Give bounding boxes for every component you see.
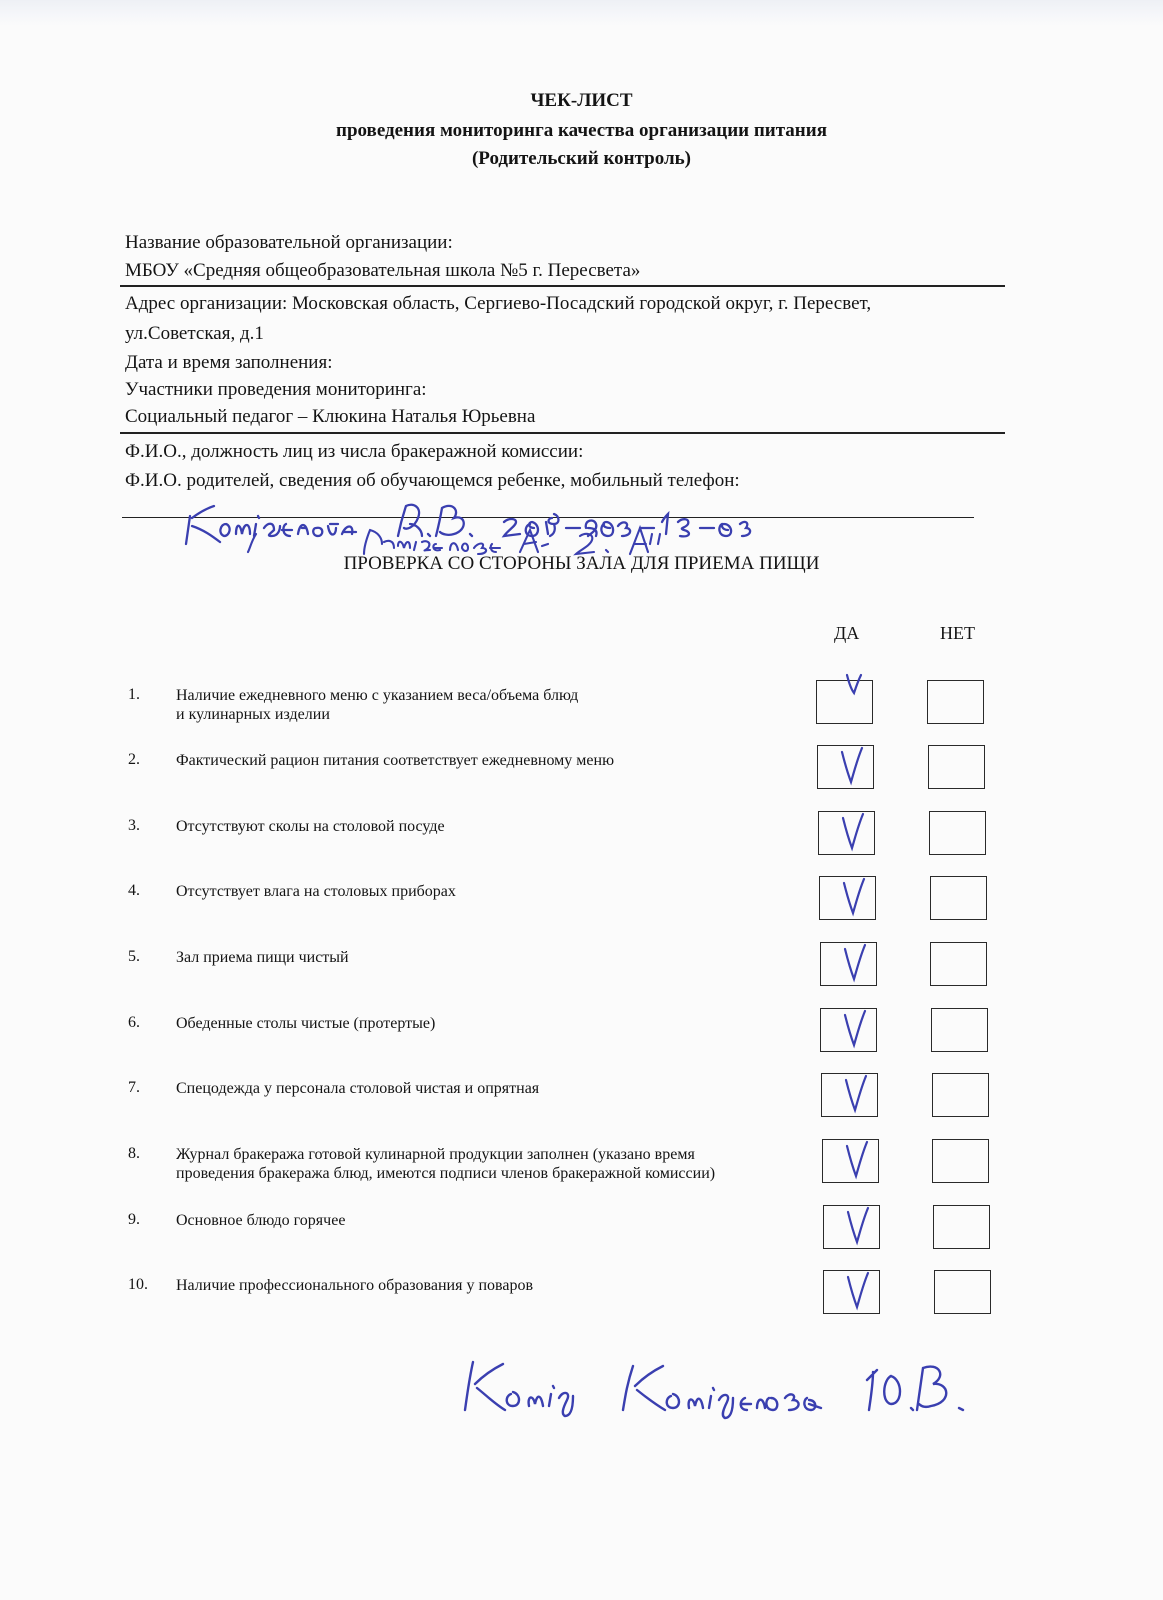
- yes-checkbox[interactable]: [819, 876, 876, 920]
- item-text: Отсутствует влага на столовых приборах: [176, 883, 456, 900]
- item-number: 3.: [128, 817, 140, 834]
- datetime-label: Дата и время заполнения:: [125, 352, 333, 373]
- item-number: 1.: [128, 686, 140, 703]
- item-text: Зал приема пищи чистый: [176, 949, 349, 966]
- no-checkbox[interactable]: [929, 811, 986, 855]
- no-checkbox[interactable]: [932, 1139, 989, 1183]
- document-subtitle-2: (Родительский контроль): [471, 148, 692, 169]
- yes-checkbox[interactable]: [817, 745, 874, 789]
- org-address-line-2: ул.Советская, д.1: [125, 323, 264, 344]
- check-mark-icon: [824, 1206, 879, 1248]
- yes-checkbox[interactable]: [820, 1008, 877, 1052]
- check-mark-icon: [818, 746, 873, 788]
- item-number: 7.: [128, 1079, 140, 1096]
- org-name-value: МБОУ «Средняя общеобразовательная школа №5 г. Пересвета»: [125, 260, 641, 281]
- item-number: 8.: [128, 1145, 140, 1162]
- check-mark-icon: [822, 1074, 877, 1116]
- item-number: 4.: [128, 882, 140, 899]
- parents-label: Ф.И.О. родителей, сведения об обучающемся ребенке, мобильный телефон:: [125, 470, 740, 491]
- commission-label: Ф.И.О., должность лиц из числа бракеражной комиссии:: [125, 441, 584, 462]
- item-number: 6.: [128, 1014, 140, 1031]
- item-text: Обеденные столы чистые (протертые): [176, 1015, 436, 1032]
- no-checkbox[interactable]: [930, 876, 987, 920]
- item-text: Основное блюдо горячее: [176, 1212, 346, 1229]
- no-checkbox[interactable]: [930, 942, 987, 986]
- item-number: 5.: [128, 948, 140, 965]
- yes-checkbox[interactable]: [821, 1073, 878, 1117]
- document-title: ЧЕК-ЛИСТ: [530, 90, 633, 111]
- divider: [120, 432, 1005, 434]
- item-text: Журнал бракеража готовой кулинарной продукции заполнен (указано время проведения бракеража блюд, имеются подписи членов бракеражной комиссии): [176, 1146, 716, 1182]
- org-name-label: Название образовательной организации:: [125, 232, 453, 253]
- item-text: Фактический рацион питания соответствует ежедневному меню: [176, 752, 615, 769]
- item-text: Отсутствуют сколы на столовой посуде: [176, 818, 445, 835]
- no-checkbox[interactable]: [931, 1008, 988, 1052]
- participant-name: Социальный педагог – Клюкина Наталья Юрьевна: [125, 406, 536, 427]
- yes-checkbox[interactable]: [822, 1139, 879, 1183]
- item-number: 2.: [128, 751, 140, 768]
- item-number: 10.: [128, 1276, 148, 1293]
- scan-edge-shading: [0, 0, 1163, 26]
- item-text: Наличие ежедневного меню с указанием веса/объема блюд и кулинарных изделии: [176, 687, 579, 723]
- no-checkbox[interactable]: [928, 745, 985, 789]
- item-text: Спецодежда у персонала столовой чистая и опрятная: [176, 1080, 540, 1097]
- check-mark-icon: [819, 812, 874, 854]
- check-mark-icon: [824, 1271, 879, 1313]
- no-checkbox[interactable]: [927, 680, 984, 724]
- no-checkbox[interactable]: [933, 1205, 990, 1249]
- check-mark-icon: [817, 681, 872, 723]
- check-mark-icon: [820, 877, 875, 919]
- check-mark-icon: [821, 1009, 876, 1051]
- no-checkbox[interactable]: [934, 1270, 991, 1314]
- yes-checkbox[interactable]: [816, 680, 873, 724]
- item-text: Наличие профессионального образования у поваров: [176, 1277, 534, 1294]
- no-checkbox[interactable]: [932, 1073, 989, 1117]
- org-address-line-1: Адрес организации: Московская область, Сергиево-Посадский городской округ, г. Пересвет,: [125, 293, 872, 314]
- signature: [455, 1340, 1015, 1420]
- yes-checkbox[interactable]: [823, 1205, 880, 1249]
- yes-checkbox[interactable]: [820, 942, 877, 986]
- document-subtitle: проведения мониторинга качества организации питания: [336, 120, 827, 141]
- section-title: ПРОВЕРКА СО СТОРОНЫ ЗАЛА ДЛЯ ПРИЕМА ПИЩИ: [343, 553, 820, 574]
- column-yes: ДА: [834, 623, 860, 643]
- yes-checkbox[interactable]: [818, 811, 875, 855]
- item-number: 9.: [128, 1211, 140, 1228]
- column-no: НЕТ: [940, 623, 975, 643]
- check-mark-icon: [823, 1140, 878, 1182]
- handwritten-parent-info: [170, 478, 850, 558]
- divider: [120, 285, 1005, 287]
- check-mark-icon: [821, 943, 876, 985]
- participants-label: Участники проведения мониторинга:: [125, 379, 427, 400]
- yes-checkbox[interactable]: [823, 1270, 880, 1314]
